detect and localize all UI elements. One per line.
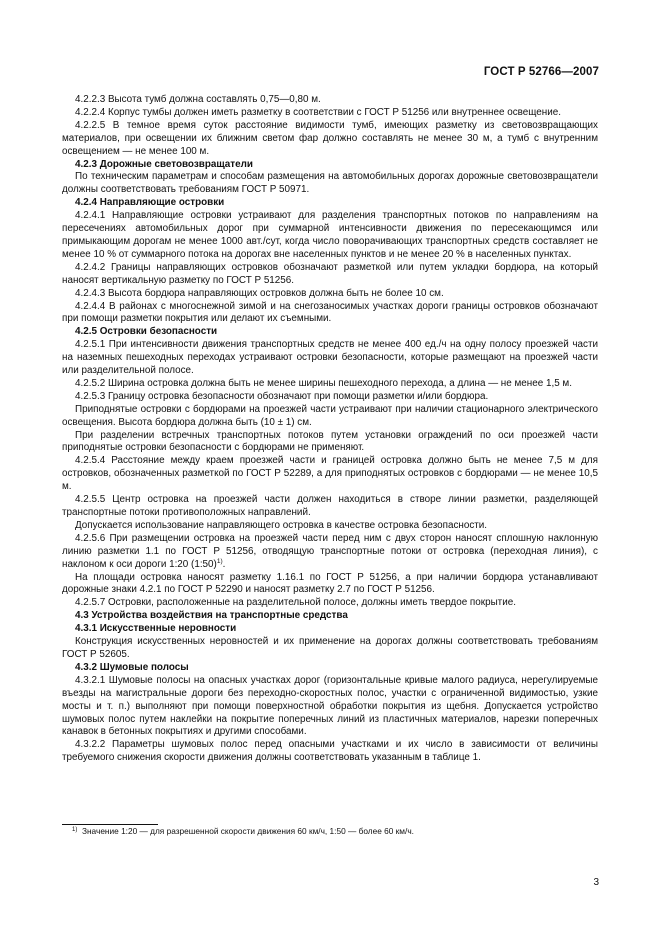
paragraph-4-2-5-5: 4.2.5.5 Центр островка на проезжей части должен находиться в створе линии разметки, разделяющей транспортные потоки противоположных направлений.	[62, 494, 598, 518]
paragraph-4-2-4-3: 4.2.4.3 Высота бордюра направляющих островков должна быть не более 10 см.	[75, 287, 444, 299]
paragraph-4-2-4-1: 4.2.4.1 Направляющие островки устраивают для разделения транспортных потоков по направлениям на пересечениях автомобильных дорог при суммарной интенсивности движения по пересекающимся или примыкающим дорогам не менее 1000 авт./сут, когда число поворачивающих транспортных средств составляет не менее 10 % от суммарного потока на дорогах вне населенных пунктов и не менее 20 % в населенных пунктах.	[62, 210, 598, 260]
heading-4-3: 4.3 Устройства воздействия на транспортные средства	[75, 610, 348, 622]
paragraph-4-3-2-1: 4.3.2.1 Шумовые полосы на опасных участках дорог (горизонтальные кривые малого радиуса, нерегулируемые въезды на магистральные дороги без переходно-скоростных полос, участки с ограниченной видимостью, узкие мосты и т. п.) выполняют при помощи поверхностной обработки покрытия из щебня. Допускается устройство шумовых полос путем наклейки на покрытие поперечных линий из пластичных материалов, нарезки поперечных канавок в бетонных покрытиях и другими способами.	[62, 674, 598, 738]
paragraph-4-2-2-3: 4.2.2.3 Высота тумб должна составлять 0,75—0,80 м.	[75, 94, 321, 105]
document-body	[62, 94, 598, 765]
footnote-marker: 1)	[72, 827, 78, 833]
heading-4-3-1: 4.3.1 Искусственные неровности	[75, 623, 237, 635]
footnote-divider	[62, 824, 158, 825]
heading-4-2-4: 4.2.4 Направляющие островки	[75, 197, 225, 209]
heading-4-2-5: 4.2.5 Островки безопасности	[75, 326, 218, 338]
paragraph-4-2-5-7: 4.2.5.7 Островки, расположенные на разделительной полосе, должны иметь твердое покрытие.	[75, 597, 516, 609]
paragraph-4-2-5-2: 4.2.5.2 Ширина островка должна быть не менее ширины пешеходного перехода, а длина — не менее 1,5 м.	[75, 377, 572, 389]
paragraph-island-marking: На площади островка наносят разметку 1.16.1 по ГОСТ Р 51256, а при наличии бордюра устанавливают дорожные знаки 4.2.1 по ГОСТ Р 52290 и наносят разметку 2.7 по ГОСТ Р 51256.	[62, 571, 598, 596]
paragraph-artificial-bumps: Конструкция искусственных неровностей и их применение на дорогах должны соответствовать требованиям ГОСТ Р 52605.	[62, 636, 598, 660]
paragraph-4-2-5-1: 4.2.5.1 При интенсивности движения транспортных средств не менее 400 ед./ч на одну полосу проезжей части на наземных пешеходных переходах устраивают островки безопасности, которые размещают на проезжей части или разделительной полосе.	[62, 339, 598, 377]
paragraph-4-2-2-4: 4.2.2.4 Корпус тумбы должен иметь разметку в соответствии с ГОСТ Р 51256 или внутреннее освещение.	[75, 106, 562, 118]
paragraph-separation: При разделении встречных транспортных потоков путем установки ограждений по оси проезжей части приподнятые островки безопасности с бордюрами не применяют.	[62, 429, 598, 454]
paragraph-4-2-5-6: 4.2.5.6 При размещении островка на проезжей части перед ним с двух сторон наносят сплошную наклонную линию разметки 1.1 по ГОСТ Р 51256, отводящую транспортные потоки от островка (переходная линия), с наклоном к оси дороги 1:20 (1:50)$^{1)}$.	[62, 532, 598, 570]
heading-4-2-3: 4.2.3 Дорожные световозвращатели	[75, 158, 253, 170]
paragraph-4-2-5-3: 4.2.5.3 Границу островка безопасности обозначают при помощи разметки и/или бордюра.	[75, 390, 489, 402]
paragraph-reflectors: По техническим параметрам и способам размещения на автомобильных дорогах дорожные световозвращатели должны соответствовать требованиям ГОСТ Р 50971.	[62, 171, 598, 196]
paragraph-4-2-2-5: 4.2.2.5 В темное время суток расстояние видимости тумб, имеющих разметку из световозвращающих материалов, при освещении их ближним светом фар должно составлять не менее 30 м, а тумб с внутренним освещением — не менее 100 м.	[62, 119, 598, 157]
paragraph-guide-island-use: Допускается использование направляющего островка в качестве островка безопасности.	[75, 519, 488, 531]
footnote-text: Значение 1:20 — для разрешенной скорости движения 60 км/ч, 1:50 — более 60 км/ч.	[81, 826, 414, 836]
paragraph-4-2-5-6-text: 4.2.5.6 При размещении островка на проезжей части перед ним с двух сторон наносят сплошную наклонную линию разметки 1.1 по ГОСТ Р 51256, отводящую транспортные потоки от островка (переходная линия), с наклоном к оси дороги 1:20 (1:50)	[62, 532, 598, 570]
paragraph-4-2-4-4: 4.2.4.4 В районах с многоснежной зимой и на снегозаносимых участках дороги границы островков обозначают при помощи разметки покрытия или делают их съемными.	[62, 300, 598, 325]
heading-4-3-2: 4.3.2 Шумовые полосы	[75, 661, 189, 673]
paragraph-4-2-4-2: 4.2.4.2 Границы направляющих островков обозначают разметкой или путем укладки бордюра, на который наносят вертикальную разметку по ГОСТ Р 51256.	[62, 261, 598, 286]
page-number: 3	[593, 877, 599, 888]
paragraph-4-3-2-2: 4.3.2.2 Параметры шумовых полос перед опасными участками и их число в зависимости от величины требуемого снижения скорости движения должны соответствовать указанным в таблице 1.	[62, 739, 598, 764]
page-header-standard: ГОСТ Р 52766—2007	[483, 66, 599, 78]
paragraph-raised-islands: Приподнятые островки с бордюрами на проезжей части устраивают при наличии стационарного электрического освещения. Высота бордюра должна быть (10 ± 1) см.	[62, 403, 598, 428]
footnote	[72, 826, 592, 837]
footnote-reference: 1)	[216, 557, 223, 565]
paragraph-4-2-5-4: 4.2.5.4 Расстояние между краем проезжей части и границей островка должно быть не менее 7,5 м для островков, обозначенных разметкой по ГОСТ Р 52289, а для приподнятых островков с бордюрами — не менее 10,5 м.	[62, 455, 598, 493]
